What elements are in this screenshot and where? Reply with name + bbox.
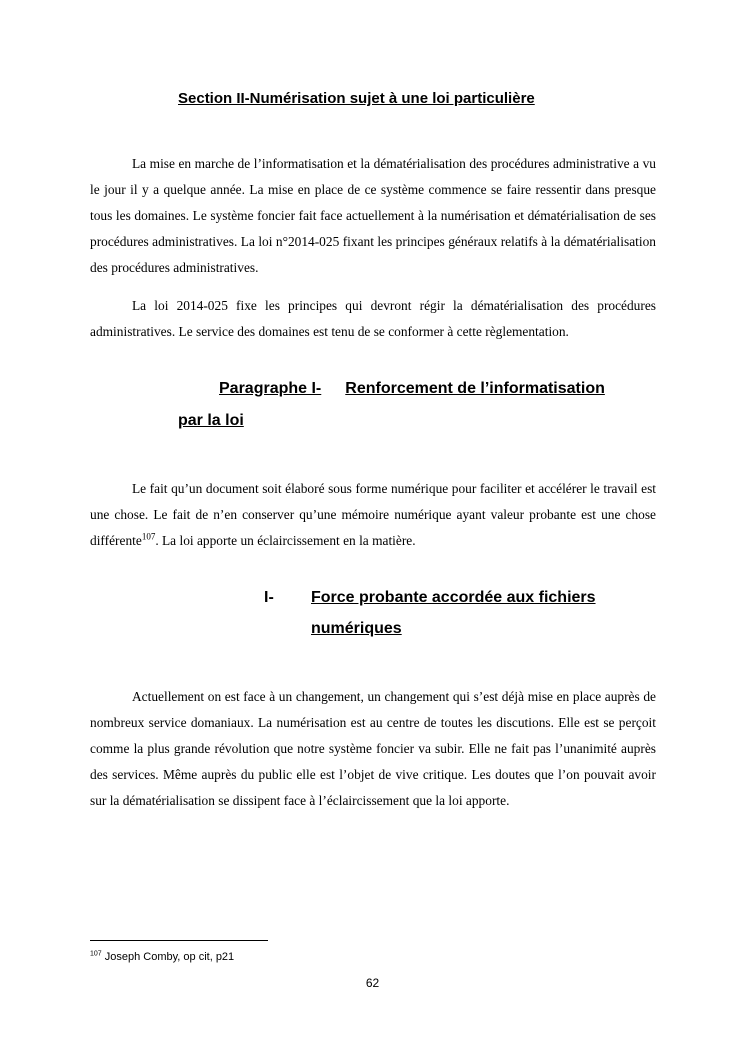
body-paragraph-3-tail: . La loi apporte un éclaircissement en la matière. — [155, 533, 416, 548]
paragraph-heading-line-1 — [219, 380, 605, 398]
body-paragraph-2: La loi 2014-025 fixe les principes qui devront régir la dématérialisation des procédures administratives. Le service des domaines est tenu de se conformer à cette règlementation. — [90, 298, 656, 339]
footnote-number: 107 — [90, 950, 102, 958]
paragraph-heading-label: Paragraphe I- — [219, 380, 322, 397]
subheading-number: I- — [264, 589, 274, 606]
body-paragraph-1: La mise en marche de l’informatisation et la dématérialisation des procédures administrative a vu le jour il y a quelque année. La mise en place de ce système commence se faire ressentir dans presque tous les domaines. Le système foncier fait face actuellement à la numérisation et dématérialisation de ses procédures administratives. La loi n°2014-025 fixant les principes généraux relatifs à la dématérialisation des procédures administratives. — [90, 156, 656, 275]
paragraph-heading-title: Renforcement de l’informatisation — [345, 380, 605, 397]
footnote — [90, 951, 234, 963]
page-number: 62 — [365, 976, 380, 990]
paragraph-heading-line-2: par la loi — [178, 412, 244, 429]
section-title: Section II-Numérisation sujet à une loi particulière — [178, 90, 535, 107]
subheading-title-line-2: numériques — [311, 620, 402, 637]
body-paragraph-3-text: Le fait qu’un document soit élaboré sous forme numérique pour faciliter et accélérer le travail est une chose. Le fait de n’en conserver qu’une mémoire numérique ayant valeur probante est une chose différente — [90, 481, 656, 548]
body-paragraph-3 — [90, 476, 656, 554]
footnote-text: Joseph Comby, op cit, p21 — [101, 951, 235, 963]
body-paragraph-4: Actuellement on est face à un changement, un changement qui s’est déjà mise en place auprès de nombreux service domaniaux. La numérisation est au centre de toutes les discutions. Elle est se perçoit comme la plus grande révolution que notre système foncier va subir. Elle ne fait pas l’unanimité auprès des services. Même auprès du public elle est l’objet de vive critique. Les doutes que l’on pouvait avoir sur la dématérialisation se dissipent face à l’éclaircissement que la loi apporte. — [90, 689, 656, 808]
footnote-reference[interactable]: 107 — [141, 531, 156, 542]
subheading-title-line-1: Force probante accordée aux fichiers — [311, 589, 596, 606]
footnote-separator — [90, 940, 268, 941]
